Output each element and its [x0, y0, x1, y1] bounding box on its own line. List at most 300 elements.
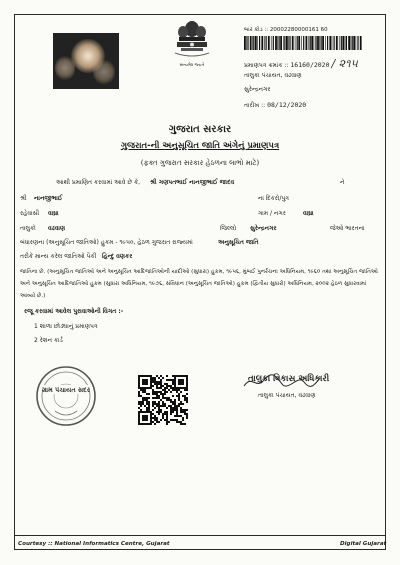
qr-module	[184, 411, 186, 413]
qr-module	[160, 419, 162, 421]
qr-module	[156, 393, 158, 395]
cert-number-label: પ્રમાણપત્ર ક્રમાંક ::	[244, 62, 289, 69]
qr-module	[174, 387, 176, 389]
qr-module	[176, 389, 178, 391]
qr-module	[164, 411, 166, 413]
qr-module	[186, 385, 188, 387]
qr-module	[164, 393, 166, 395]
qr-module	[146, 399, 148, 401]
qr-module	[168, 399, 170, 401]
qr-module	[156, 411, 158, 413]
qr-module	[140, 403, 142, 405]
qr-module	[158, 407, 160, 409]
officer-title: તાલુકા વિકાસ અધિકારી	[248, 374, 330, 384]
qr-module	[174, 383, 176, 385]
barcode-label: બાર કોડ :: 20002280000161 60	[244, 27, 328, 33]
qr-module	[186, 413, 188, 415]
qr-module	[140, 423, 142, 425]
qr-module	[154, 417, 156, 419]
barcode-bar	[288, 36, 289, 50]
barcode-bar	[250, 36, 252, 50]
qr-module	[154, 383, 156, 385]
evidence-heading: રજૂ કરવામાં આવેલ પુરાવાઓની વિગત :-	[24, 308, 124, 315]
taluka-label: તાલુકો	[20, 225, 36, 232]
qr-module	[160, 381, 162, 383]
qr-module	[164, 403, 166, 405]
qr-module	[182, 395, 184, 397]
barcode-bar	[295, 36, 296, 50]
qr-module	[176, 411, 178, 413]
qr-module	[180, 379, 182, 381]
qr-module	[166, 387, 168, 389]
qr-module	[152, 377, 154, 379]
residence-value: વાઘ્રા	[48, 210, 59, 217]
qr-module	[184, 375, 186, 377]
barcode-bar	[279, 36, 280, 50]
qr-module	[172, 411, 174, 413]
qr-module	[166, 391, 168, 393]
barcode-bar	[352, 36, 353, 50]
cert-number-handwritten: / ૨૧૫	[331, 57, 358, 70]
qr-module	[138, 385, 140, 387]
qr-module	[178, 387, 180, 389]
qr-module	[148, 387, 150, 389]
qr-module	[166, 423, 168, 425]
qr-module	[140, 387, 142, 389]
qr-module	[170, 413, 172, 415]
qr-module	[186, 401, 188, 403]
qr-module	[146, 379, 148, 381]
qr-module	[142, 417, 144, 419]
qr-module	[160, 385, 162, 387]
barcode-bar	[348, 36, 350, 50]
qr-module	[168, 385, 170, 387]
qr-module	[178, 375, 180, 377]
qr-module	[154, 401, 156, 403]
qr-module	[164, 391, 166, 393]
qr-module	[144, 379, 146, 381]
qr-module	[176, 407, 178, 409]
certificate-title: ગુજરાત-ની અનુસૂચિત જાતિ અંગેનું પ્રમાણપત્ર	[120, 141, 280, 151]
qr-module	[160, 383, 162, 385]
qr-module	[172, 395, 174, 397]
state-label: જેઓ ભારતના	[330, 225, 365, 232]
qr-module	[142, 397, 144, 399]
district-label: જિલ્લો	[220, 225, 237, 232]
qr-module	[140, 401, 142, 403]
qr-module	[156, 395, 158, 397]
qr-module	[138, 407, 140, 409]
qr-module	[176, 387, 178, 389]
qr-module	[144, 381, 146, 383]
qr-module	[140, 405, 142, 407]
qr-module	[172, 407, 174, 409]
barcode-bar	[268, 36, 270, 50]
qr-module	[176, 375, 178, 377]
qr-module	[150, 411, 152, 413]
qr-module	[158, 413, 160, 415]
qr-module	[186, 399, 188, 401]
qr-module	[174, 415, 176, 417]
qr-module	[180, 403, 182, 405]
qr-module	[170, 379, 172, 381]
qr-module	[158, 381, 160, 383]
barcode-bar	[264, 36, 265, 50]
qr-module	[184, 413, 186, 415]
qr-module	[144, 397, 146, 399]
qr-module	[176, 391, 178, 393]
qr-module	[154, 419, 156, 421]
village-value: વાઘ્રા	[303, 210, 314, 217]
qr-module	[144, 417, 146, 419]
qr-module	[170, 405, 172, 407]
qr-module	[182, 379, 184, 381]
barcode-bar	[297, 36, 298, 50]
barcode-bar	[298, 36, 300, 50]
qr-module	[186, 393, 188, 395]
cert-number-line	[244, 57, 358, 71]
government-title: ગુજરાત સરકાર	[168, 124, 232, 135]
barcode-bar	[247, 36, 248, 50]
qr-module	[142, 419, 144, 421]
qr-module	[152, 381, 154, 383]
qr-module	[162, 393, 164, 395]
qr-module	[176, 419, 178, 421]
qr-module	[140, 411, 142, 413]
qr-module	[174, 377, 176, 379]
qr-module	[156, 403, 158, 405]
qr-module	[158, 391, 160, 393]
barcode-bar	[284, 36, 285, 50]
applicant-name: શ્રી ગણપતભાઈ નાનજીભાઈ જાદવ	[150, 179, 235, 186]
qr-module	[156, 383, 158, 385]
qr-module	[160, 399, 162, 401]
qr-module	[186, 383, 188, 385]
qr-module	[176, 405, 178, 407]
barcode-bar	[332, 36, 333, 50]
qr-module	[152, 391, 154, 393]
district-value: સુરેન્દ્રનગર	[250, 225, 277, 232]
qr-module	[174, 375, 176, 377]
qr-module	[150, 377, 152, 379]
barcode-bar	[286, 36, 288, 50]
qr-module	[146, 381, 148, 383]
relation-label: ના દિકરો/પુત્ર	[258, 195, 290, 202]
caste-line-prefix: તરીકે માન્ય કરેલ જાતિઓ પૈકી	[20, 253, 97, 260]
qr-module	[178, 399, 180, 401]
barcode-bar	[292, 36, 294, 50]
qr-module	[168, 421, 170, 423]
barcode-bar	[336, 36, 338, 50]
barcode-bar	[357, 36, 358, 50]
applicant-photo	[53, 33, 119, 89]
qr-module	[184, 395, 186, 397]
qr-module	[162, 415, 164, 417]
qr-module	[150, 421, 152, 423]
qr-module	[176, 413, 178, 415]
qr-module	[182, 417, 184, 419]
qr-module	[180, 381, 182, 383]
barcode-bar	[325, 36, 326, 50]
barcode	[244, 36, 364, 50]
qr-module	[144, 399, 146, 401]
issuing-district: સુરેન્દ્રનગર	[244, 86, 271, 93]
barcode-bar	[244, 36, 246, 50]
barcode-bar	[259, 36, 260, 50]
qr-code	[138, 375, 188, 425]
qr-module	[170, 399, 172, 401]
qr-module	[144, 411, 146, 413]
qr-module	[142, 389, 144, 391]
qr-module	[174, 407, 176, 409]
qr-module	[178, 397, 180, 399]
qr-module	[166, 407, 168, 409]
qr-module	[144, 405, 146, 407]
qr-module	[156, 375, 158, 377]
qr-module	[178, 421, 180, 423]
qr-module	[166, 415, 168, 417]
qr-module	[144, 415, 146, 417]
qr-module	[174, 405, 176, 407]
qr-module	[166, 385, 168, 387]
qr-module	[140, 395, 142, 397]
qr-module	[182, 419, 184, 421]
barcode-bar	[255, 36, 257, 50]
qr-module	[138, 379, 140, 381]
issue-date: 08/12/2020	[267, 101, 307, 109]
qr-module	[156, 391, 158, 393]
qr-module	[170, 411, 172, 413]
qr-module	[150, 375, 152, 377]
barcode-bar	[346, 36, 347, 50]
barcode-bar	[311, 36, 313, 50]
qr-module	[176, 415, 178, 417]
certify-prefix: આથી પ્રમાણિત કરવામાં આવે છે કે,	[56, 179, 141, 186]
qr-module	[174, 401, 176, 403]
qr-module	[146, 415, 148, 417]
barcode-bar	[310, 36, 311, 50]
barcode-bar	[351, 36, 352, 50]
qr-module	[170, 387, 172, 389]
qr-module	[184, 399, 186, 401]
barcode-bar	[261, 36, 263, 50]
qr-module	[146, 423, 148, 425]
date-label: તારીખ ::	[244, 102, 266, 109]
qr-module	[138, 381, 140, 383]
barcode-bar	[273, 36, 274, 50]
qr-module	[150, 413, 152, 415]
qr-module	[164, 397, 166, 399]
qr-module	[154, 403, 156, 405]
barcode-bar	[327, 36, 328, 50]
qr-module	[186, 381, 188, 383]
qr-module	[166, 419, 168, 421]
qr-module	[142, 383, 144, 385]
qr-module	[186, 415, 188, 417]
qr-module	[144, 391, 146, 393]
qr-module	[164, 387, 166, 389]
qr-module	[186, 409, 188, 411]
certify-suffix: ને	[340, 179, 345, 186]
footer-divider	[14, 535, 386, 536]
legal-paragraph: જાતિના છે. (અનુસૂચિત જાતિઓ અને અનુસૂચિત આદિજાતિઓની યાદીઓ (સુધારા) હુકમ, ૧૯૫૬, મુંબઈ પુનર્રચના અધિનિયમ, ૧૯૬૦ તથા અનુસૂચિત જાતિઓ અને અનુસૂચિત આદિજાતિઓ હુકમ (સુધારા અધિનિયમ, ૧૯૭૬, સંવિધાન (અનુસૂચિત જાતિઓ) હુકમ (દ્વિતીય સુધારો) અધિનિયમ, ૨૦૦૨ હેઠળ સુધારવામાં આવ્યો છે.)	[20, 269, 379, 299]
qr-module	[154, 407, 156, 409]
honorific: શ્રી	[20, 195, 27, 202]
barcode-bar	[360, 36, 362, 50]
qr-module	[146, 403, 148, 405]
barcode-bar	[301, 36, 302, 50]
qr-module	[160, 409, 162, 411]
qr-module	[162, 389, 164, 391]
barcode-bar	[257, 36, 258, 50]
qr-module	[180, 383, 182, 385]
qr-module	[142, 391, 144, 393]
qr-module	[150, 381, 152, 383]
qr-module	[164, 413, 166, 415]
qr-module	[138, 419, 140, 421]
qr-module	[146, 401, 148, 403]
qr-module	[148, 423, 150, 425]
qr-module	[138, 411, 140, 413]
qr-module	[180, 423, 182, 425]
state-emblem-icon	[169, 17, 215, 61]
barcode-bar	[277, 36, 278, 50]
qr-module	[144, 375, 146, 377]
qr-module	[178, 395, 180, 397]
qr-module	[148, 375, 150, 377]
barcode-bar	[303, 36, 304, 50]
qr-module	[150, 423, 152, 425]
qr-module	[164, 419, 166, 421]
qr-module	[172, 379, 174, 381]
qr-module	[166, 411, 168, 413]
qr-module	[186, 375, 188, 377]
qr-module	[144, 423, 146, 425]
qr-module	[138, 377, 140, 379]
qr-module	[186, 417, 188, 419]
qr-module	[172, 419, 174, 421]
evidence-item: 2 રેશન કાર્ડ	[34, 337, 63, 344]
barcode-bar	[253, 36, 254, 50]
qr-module	[150, 379, 152, 381]
father-name: નાનજીભાઈ	[34, 195, 63, 202]
qr-module	[142, 381, 144, 383]
qr-module	[142, 423, 144, 425]
qr-module	[170, 419, 172, 421]
qr-module	[172, 375, 174, 377]
qr-module	[158, 405, 160, 407]
qr-module	[180, 391, 182, 393]
village-label: ગામ / નગર	[258, 210, 286, 217]
barcode-bar	[334, 36, 335, 50]
qr-module	[186, 387, 188, 389]
qr-module	[152, 403, 154, 405]
qr-module	[146, 393, 148, 395]
qr-module	[158, 383, 160, 385]
qr-module	[150, 417, 152, 419]
barcode-bar	[321, 36, 322, 50]
barcode-bar	[306, 36, 308, 50]
qr-module	[164, 405, 166, 407]
qr-module	[146, 397, 148, 399]
qr-module	[146, 383, 148, 385]
qr-module	[148, 407, 150, 409]
qr-module	[182, 409, 184, 411]
qr-module	[166, 417, 168, 419]
qr-module	[138, 383, 140, 385]
qr-module	[180, 387, 182, 389]
qr-module	[158, 411, 160, 413]
qr-module	[146, 409, 148, 411]
qr-module	[178, 381, 180, 383]
qr-module	[174, 389, 176, 391]
qr-module	[172, 409, 174, 411]
qr-module	[138, 395, 140, 397]
barcode-bar	[266, 36, 267, 50]
qr-module	[178, 403, 180, 405]
official-seal-icon	[35, 365, 97, 427]
qr-module	[154, 381, 156, 383]
qr-module	[166, 397, 168, 399]
qr-module	[182, 411, 184, 413]
qr-module	[138, 423, 140, 425]
qr-module	[176, 421, 178, 423]
qr-module	[152, 405, 154, 407]
qr-module	[150, 385, 152, 387]
qr-module	[160, 375, 162, 377]
qr-module	[148, 401, 150, 403]
barcode-bar	[317, 36, 319, 50]
barcode-bar	[289, 36, 290, 50]
qr-module	[142, 411, 144, 413]
qr-module	[178, 383, 180, 385]
qr-module	[138, 415, 140, 417]
qr-module	[160, 387, 162, 389]
emblem-caption: સત્યમેવ જયતે	[179, 62, 205, 67]
qr-module	[182, 423, 184, 425]
barcode-bar	[275, 36, 277, 50]
officer-office: તાલુકા પંચાયત, વઢવાણ	[258, 392, 316, 399]
qr-module	[148, 403, 150, 405]
issuing-office: તાલુકા પંચાયત, વઢવાણ	[244, 72, 302, 79]
qr-module	[184, 397, 186, 399]
date-line	[244, 101, 306, 110]
qr-module	[140, 389, 142, 391]
qr-module	[166, 399, 168, 401]
qr-module	[150, 419, 152, 421]
qr-module	[178, 379, 180, 381]
qr-module	[152, 417, 154, 419]
qr-module	[158, 421, 160, 423]
barcode-bar	[283, 36, 284, 50]
barcode-bar	[322, 36, 324, 50]
qr-module	[162, 403, 164, 405]
qr-module	[146, 407, 148, 409]
qr-module	[156, 417, 158, 419]
barcode-bar	[309, 36, 310, 50]
footer-courtesy: Courtesy :: National Informatics Centre, Gujarat	[18, 541, 170, 547]
qr-module	[150, 383, 152, 385]
qr-module	[146, 419, 148, 421]
qr-module	[138, 391, 140, 393]
qr-module	[178, 415, 180, 417]
qr-module	[160, 379, 162, 381]
barcode-bar	[353, 36, 355, 50]
barcode-bar	[246, 36, 247, 50]
qr-module	[154, 393, 156, 395]
qr-module	[140, 375, 142, 377]
qr-module	[144, 419, 146, 421]
